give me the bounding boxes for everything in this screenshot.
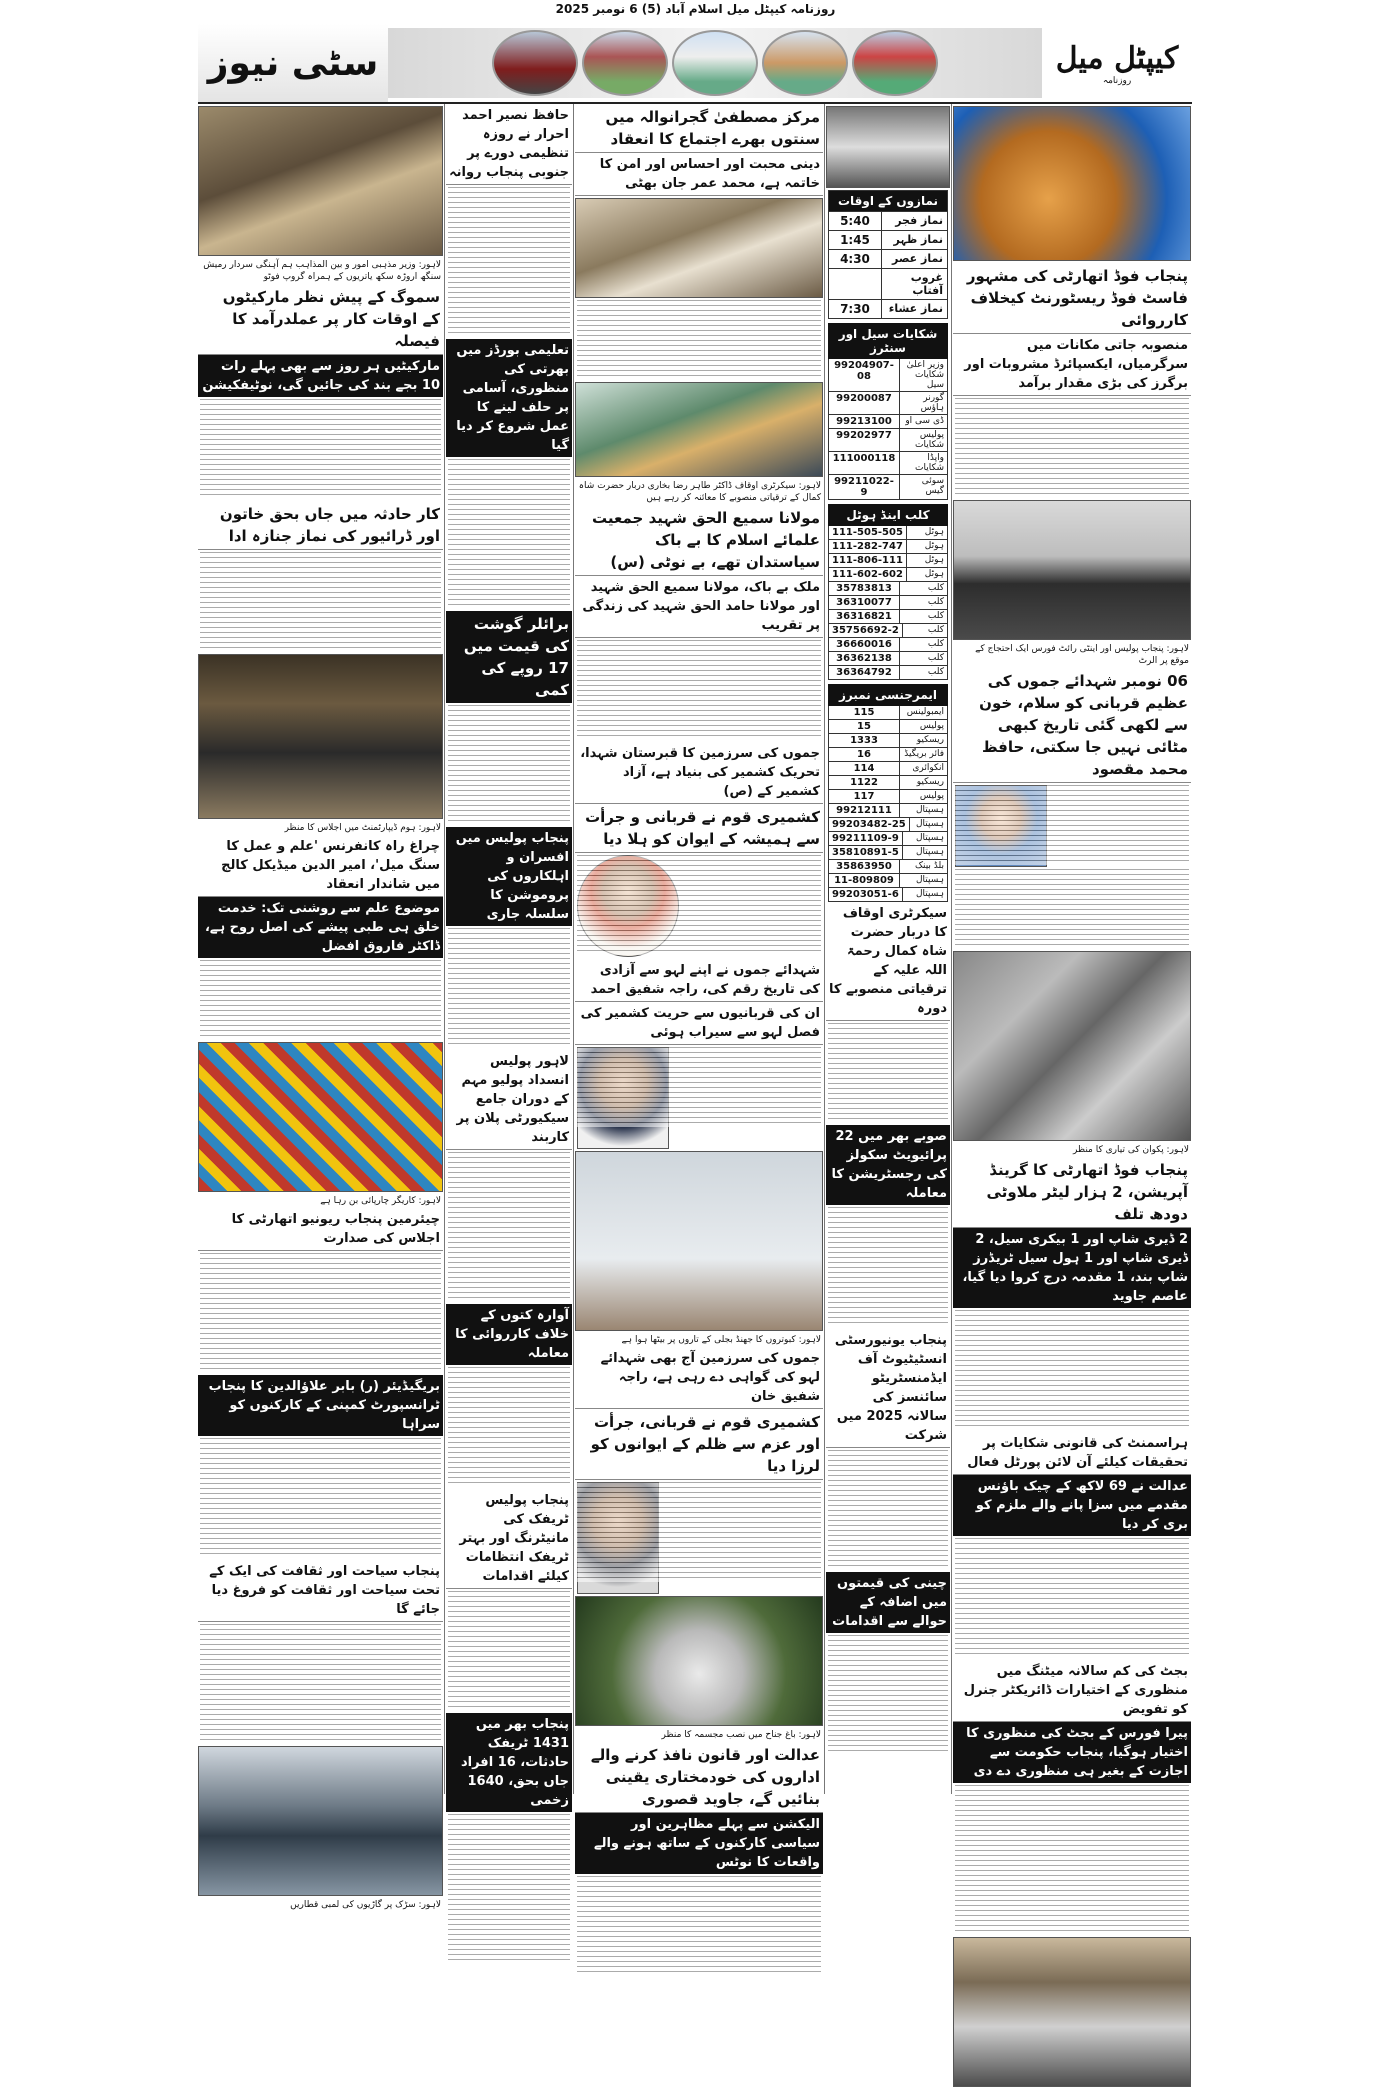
phone-row bbox=[828, 790, 948, 804]
phone-row bbox=[828, 582, 948, 596]
article-headline[interactable]: لاہور پولیس انسداد پولیو مہم کے دوران جامع سیکیورٹی پلان پر کاربند bbox=[446, 1050, 572, 1150]
article-headline[interactable]: پنجاب پولیس ٹریفک کی مانیٹرنگ اور بہتر ٹریفک انتظامات کیلئے اقدامات bbox=[446, 1489, 572, 1589]
phone-row bbox=[828, 392, 948, 415]
article-body bbox=[955, 1538, 1189, 1658]
monument-photo bbox=[762, 30, 848, 96]
phone-row bbox=[828, 720, 948, 734]
article-body bbox=[200, 960, 441, 1040]
phone-label: ہوٹل bbox=[924, 555, 944, 565]
article-body bbox=[200, 1253, 441, 1373]
phone-number[interactable]: 99213100 bbox=[829, 415, 900, 428]
phone-number[interactable]: 11-809809 bbox=[829, 874, 900, 887]
phone-label: ہسپتال bbox=[915, 819, 944, 829]
phone-label: ہسپتال bbox=[915, 847, 944, 857]
phone-number[interactable]: 99200087 bbox=[829, 392, 900, 414]
street-photo bbox=[953, 1937, 1191, 2087]
ceremony-photo bbox=[575, 382, 823, 477]
phone-row bbox=[828, 596, 948, 610]
phone-number[interactable]: 115 bbox=[829, 706, 900, 719]
phone-number[interactable]: 99203482-25 bbox=[829, 818, 910, 831]
prayer-row: نماز عشاء 7:30 bbox=[829, 299, 947, 318]
article-headline[interactable]: جموں کی سرزمین آج بھی شہدائے لہو کی گواہی دے رہی ہے، راجہ شفیق خان bbox=[575, 1347, 823, 1409]
phone-row bbox=[828, 888, 948, 902]
complaints-list bbox=[826, 359, 950, 500]
phone-label: کلب bbox=[927, 625, 944, 635]
phone-row bbox=[828, 776, 948, 790]
prayer-row: غروب آفتاب bbox=[829, 268, 947, 299]
article-subheadline: موضوع علم سے روشنی تک: خدمت خلق ہی طبی پیشے کی اصل روح ہے، ڈاکٹر فاروق افضل bbox=[198, 897, 443, 958]
article-subheadline: ان کی قربانیوں سے حریت کشمیر کی فصل لہو سے سیراب ہوئی bbox=[575, 1002, 823, 1045]
article-body bbox=[828, 1635, 948, 1755]
phone-label: پولیس شکایات bbox=[915, 430, 944, 450]
phone-label: ہوٹل bbox=[924, 569, 944, 579]
article-subheadline: منصوبہ جاتی مکانات میں سرگرمیاں، ایکسپائرڈ مشروبات اور برگرز کی بڑی مقدار برآمد bbox=[953, 334, 1191, 396]
paper-logo bbox=[1042, 24, 1192, 102]
phone-number[interactable]: 99204907-08 bbox=[829, 359, 900, 391]
phone-label: کلب bbox=[927, 611, 944, 621]
photo-caption: لاہور: ہوم ڈیپارٹمنٹ میں اجلاس کا منظر bbox=[284, 823, 441, 833]
phone-number[interactable]: 99203051-6 bbox=[829, 888, 903, 901]
article-headline[interactable]: بجٹ کی کم سالانہ میٹنگ میں منظوری کے اختیارات ڈائریکٹر جنرل کو تفویض bbox=[953, 1660, 1191, 1722]
column-divider bbox=[824, 104, 825, 1794]
article-body bbox=[448, 1152, 570, 1302]
phone-row bbox=[828, 610, 948, 624]
phone-row bbox=[828, 526, 948, 540]
phone-number[interactable]: 15 bbox=[829, 720, 900, 733]
phone-label: ہسپتال bbox=[915, 889, 944, 899]
phone-label: سوئی گیس bbox=[921, 476, 944, 496]
article-body bbox=[448, 928, 570, 1048]
emergency-list bbox=[826, 706, 950, 902]
phone-number[interactable]: 36310077 bbox=[829, 596, 900, 609]
phone-row bbox=[828, 540, 948, 554]
train-photo bbox=[492, 30, 578, 96]
emergency-title: ایمرجنسی نمبرز bbox=[828, 684, 948, 706]
mosque-photo bbox=[672, 30, 758, 96]
phone-label: کلب bbox=[927, 583, 944, 593]
article-headline[interactable]: جموں کی سرزمین کا قبرستان شہدا، تحریک کشمیر کی بنیاد ہے، آزاد کشمیر کے (ص) bbox=[575, 742, 823, 804]
phone-row bbox=[828, 638, 948, 652]
article-body bbox=[955, 1310, 1189, 1430]
prayer-times-box bbox=[828, 190, 948, 319]
article-body bbox=[448, 705, 570, 825]
complaints-title: شکایات سیل اور سنٹرز bbox=[828, 323, 948, 359]
phone-number[interactable]: 36316821 bbox=[829, 610, 900, 623]
phone-row bbox=[828, 748, 948, 762]
photo-caption: لاہور: پنجاب پولیس اور اینٹی رائٹ فورس ایک احتجاج کے موقع پر الرٹ bbox=[975, 644, 1189, 666]
phone-number[interactable]: 36660016 bbox=[829, 638, 900, 651]
article-body bbox=[200, 1624, 441, 1744]
photo-caption: لاہور: سڑک پر گاڑیوں کی لمبی قطاریں bbox=[290, 1900, 441, 1910]
meeting-photo bbox=[198, 654, 443, 819]
phone-label: ریسکیو bbox=[916, 735, 944, 745]
article-headline[interactable]: پیرا فورس کے بجٹ کی منظوری کا اختیار ہوگیا، پنجاب حکومت سے اجازت کے بغیر ہی منظوری دے دی bbox=[953, 1722, 1191, 1783]
article-headline[interactable]: ہراسمنٹ کی قانونی شکایات پر تحقیقات کیلئے آن لائن پورٹل فعال bbox=[953, 1432, 1191, 1475]
clock-tower-photo bbox=[582, 30, 668, 96]
article-subheadline: دینی محبت اور احساس اور امن کا خاتمہ ہے، محمد عمر جان بھٹی bbox=[575, 153, 823, 196]
phone-number[interactable]: 36364792 bbox=[829, 666, 900, 679]
article-body bbox=[577, 1047, 821, 1127]
article-headline[interactable]: پنجاب سیاحت اور ثقافت کی ایک کے تحت سیاحت اور ثقافت کو فروغ دیا جائے گا bbox=[198, 1560, 443, 1622]
article-headline[interactable]: سموگ کے پیش نظر مارکیٹوں کے اوقات کار پر عملدرآمد کا فیصلہ bbox=[198, 284, 443, 355]
article-headline[interactable]: بریگیڈیئر (ر) بابر علاؤالدین کا پنجاب ٹرانسپورٹ کمپنی کے کارکنوں کو سراہا bbox=[198, 1375, 443, 1436]
article-body bbox=[955, 869, 1189, 949]
phone-number[interactable]: 35810891-5 bbox=[829, 846, 903, 859]
phone-label: کلب bbox=[927, 667, 944, 677]
phone-row bbox=[828, 832, 948, 846]
article-body bbox=[448, 459, 570, 609]
mosque-photo bbox=[826, 106, 950, 188]
phone-number[interactable]: 99211109-9 bbox=[829, 832, 903, 845]
article-headline[interactable]: سیکرٹری اوقاف کا دربار حضرت شاہ کمال رحمۃ اللہ علیہ کے ترقیاتی منصوبے کا دورہ bbox=[826, 902, 950, 1021]
article-headline[interactable]: تعلیمی بورڈز میں بھرتی کی منظوری، آسامی پر حلف لینے کا عمل شروع کر دیا گیا bbox=[446, 339, 572, 457]
paper-tagline: روزنامہ bbox=[1102, 75, 1132, 86]
charpai-photo bbox=[198, 1042, 443, 1192]
kitchen-photo bbox=[953, 951, 1191, 1141]
phone-label: کلب bbox=[927, 639, 944, 649]
phone-number[interactable]: 117 bbox=[829, 790, 900, 803]
phone-label: ہوٹل bbox=[924, 541, 944, 551]
article-body bbox=[448, 1814, 570, 1964]
article-body bbox=[577, 640, 821, 740]
article-body bbox=[577, 1482, 821, 1582]
traffic-photo bbox=[198, 1746, 443, 1896]
article-body bbox=[828, 1023, 948, 1123]
phone-number[interactable]: 99202977 bbox=[829, 429, 900, 451]
phone-label: بلڈ بینک bbox=[914, 861, 944, 871]
article-body bbox=[955, 1785, 1189, 1935]
article-headline[interactable]: کار حادثہ میں جاں بحق خاتون اور ڈرائیور کی نماز جنازہ ادا bbox=[198, 501, 443, 550]
phone-number[interactable]: 35863950 bbox=[829, 860, 900, 873]
phone-row bbox=[828, 818, 948, 832]
prayer-row: نماز فجر 5:40 bbox=[829, 211, 947, 230]
article-body bbox=[955, 785, 1189, 865]
paper-name: کیپٹل میل bbox=[1055, 40, 1179, 76]
phone-number[interactable]: 114 bbox=[829, 762, 900, 775]
group-photo bbox=[198, 106, 443, 256]
phone-row bbox=[828, 846, 948, 860]
article-body bbox=[448, 1591, 570, 1711]
dateline: روزنامہ کیپٹل میل اسلام آباد (5) 6 نومبر 2025 bbox=[555, 2, 836, 16]
article-subheadline: 2 ڈیری شاپ اور 1 بیکری سیل، 2 ڈیری شاپ اور 1 ہول سیل ٹریڈرز شاپ بند، 1 مقدمہ درج کروا دیا گیا، عاصم جاوید bbox=[953, 1228, 1191, 1308]
photo-caption: لاہور: سیکرٹری اوقاف ڈاکٹر طاہر رضا بخاری دربار حضرت شاہ کمال کے ترقیاتی منصوبے کا معائنہ کر رہے ہیں bbox=[578, 481, 821, 503]
article-headline[interactable]: برائلر گوشت کی قیمت میں 17 روپے کی کمی bbox=[446, 611, 572, 703]
phone-number[interactable]: 111-282-747 bbox=[829, 540, 907, 553]
phone-row bbox=[828, 734, 948, 748]
column-3 bbox=[575, 104, 823, 1870]
phone-number[interactable]: 16 bbox=[829, 748, 900, 761]
article-subheadline: الیکشن سے پہلے مظاہرین اور سیاسی کارکنوں کے ساتھ ہونے والے واقعات کا نوٹس bbox=[575, 1813, 823, 1874]
article-headline[interactable]: پنجاب پولیس میں افسران و اہلکاروں کی پروموشن کا سلسلہ جاری bbox=[446, 827, 572, 926]
phone-number[interactable]: 111000118 bbox=[829, 452, 900, 474]
phone-number[interactable]: 36362138 bbox=[829, 652, 900, 665]
phone-row bbox=[828, 452, 948, 475]
masthead bbox=[198, 24, 1192, 104]
phone-label: ہسپتال bbox=[915, 833, 944, 843]
phone-row bbox=[828, 804, 948, 818]
phone-label: ریسکیو bbox=[916, 777, 944, 787]
article-body bbox=[200, 552, 441, 652]
phone-row bbox=[828, 652, 948, 666]
phone-label: ہوٹل bbox=[924, 527, 944, 537]
phone-row bbox=[828, 429, 948, 452]
photo-caption: لاہور: باغ جناح میں نصب مجسمہ کا منظر bbox=[661, 1730, 821, 1740]
article-headline[interactable]: آوارہ کتوں کے خلاف کارروائی کا معاملہ bbox=[446, 1304, 572, 1365]
masthead-photo-strip bbox=[388, 28, 1042, 98]
phone-label: فائر بریگیڈ bbox=[904, 749, 944, 759]
birds-photo bbox=[575, 1151, 823, 1331]
column-divider bbox=[573, 104, 574, 1794]
phone-label: کلب bbox=[927, 653, 944, 663]
phone-number[interactable]: 111-806-111 bbox=[829, 554, 907, 567]
phone-label: ایمبولینس bbox=[906, 707, 944, 717]
article-body bbox=[448, 187, 570, 337]
phone-label: کلب bbox=[927, 597, 944, 607]
column-4 bbox=[446, 104, 572, 1808]
article-headline[interactable]: پنجاب یونیورسٹی انسٹیٹیوٹ آف ایڈمنسٹریٹو سائنسز کی سالانہ 2025 میں شرکت bbox=[826, 1329, 950, 1448]
phone-label: پولیس bbox=[919, 721, 944, 731]
prayer-row: نماز ظہر 1:45 bbox=[829, 230, 947, 249]
food-photo bbox=[953, 106, 1191, 261]
phone-number[interactable]: 1333 bbox=[829, 734, 900, 747]
article-body bbox=[577, 300, 821, 380]
phone-number[interactable]: 111-602-602 bbox=[829, 568, 907, 581]
phone-number[interactable]: 99211022-9 bbox=[829, 475, 900, 499]
phone-label: پولیس bbox=[919, 791, 944, 801]
article-body bbox=[200, 1438, 441, 1558]
prayer-times-title: نمازوں کے اوقات bbox=[829, 191, 947, 211]
phone-label: گورنر ہاؤس bbox=[920, 393, 944, 413]
phone-row bbox=[828, 666, 948, 680]
article-headline[interactable]: صوبے بھر میں 22 پرائیویٹ سکولز کی رجسٹریشن کا معاملہ bbox=[826, 1125, 950, 1205]
phone-number[interactable]: 1122 bbox=[829, 776, 900, 789]
article-headline[interactable]: پنجاب بھر میں 1431 ٹریفک حادثات، 16 افراد جاں بحق، 1640 زخمی bbox=[446, 1713, 572, 1812]
phone-label: وزیر اعلیٰ شکایات سیل bbox=[906, 360, 944, 390]
phone-number[interactable]: 35756692-2 bbox=[829, 624, 903, 637]
article-subheadline: کشمیری قوم نے قربانی، جرأت اور عزم سے ظلم کے ایوانوں کو لرزا دیا bbox=[575, 1409, 823, 1480]
phone-row bbox=[828, 415, 948, 429]
clubs-list bbox=[826, 526, 950, 680]
column-divider bbox=[951, 104, 952, 1794]
article-body bbox=[828, 1450, 948, 1570]
phone-label: ہسپتال bbox=[915, 875, 944, 885]
phone-row bbox=[828, 624, 948, 638]
phone-row bbox=[828, 475, 948, 500]
article-body bbox=[200, 399, 441, 499]
column-5 bbox=[198, 104, 443, 1910]
article-subheadline: مارکیٹیں ہر روز سے بھی پہلے رات 10 بجے بند کی جائیں گی، نوٹیفکیشن bbox=[198, 355, 443, 397]
article-headline[interactable]: پنجاب فوڈ اتھارٹی کی مشہور فاسٹ فوڈ ریسٹورنٹ کیخلاف کارروائی bbox=[953, 263, 1191, 334]
article-headline[interactable]: حافظ نصیر احمد احرار نے روزہ تنظیمی دورے پر جنوبی پنجاب روانہ bbox=[446, 104, 572, 185]
phone-row bbox=[828, 860, 948, 874]
phone-number[interactable]: 99212111 bbox=[829, 804, 900, 817]
article-headline[interactable]: 06 نومبر شہدائے جموں کی عظیم قربانی کو سلام، خون سے لکھی گئی تاریخ کبھی مٹائی نہیں جا سکتی، حافظ محمد مقصود bbox=[953, 668, 1191, 783]
article-body bbox=[577, 855, 821, 955]
photo-caption: لاہور: کبوتروں کا جھنڈ بجلی کے تاروں پر بیٹھا ہوا ہے bbox=[621, 1335, 821, 1345]
phone-row bbox=[828, 568, 948, 582]
prayer-row: نماز عصر 4:30 bbox=[829, 249, 947, 268]
article-headline[interactable]: عدالت اور قانون نافذ کرنے والے اداروں کی خودمختاری یقینی بنائیں گے، جاوید قصوری bbox=[575, 1742, 823, 1813]
clubs-title: کلب اینڈ ہوٹل bbox=[828, 504, 948, 526]
article-headline[interactable]: چیئرمین پنجاب ریونیو اتھارٹی کا اجلاس کی صدارت bbox=[198, 1208, 443, 1251]
phone-row bbox=[828, 554, 948, 568]
photo-caption: لاہور: کاریگر چارپائی بن رہا ہے bbox=[320, 1196, 441, 1206]
phone-label: ہسپتال bbox=[915, 805, 944, 815]
photo-caption: لاہور: وزیر مذہبی امور و بین المذاہب ہم آہنگی سردار رمیش سنگھ اروڑہ سکھ یاتریوں کے ہمراہ گروپ فوٹو bbox=[203, 260, 441, 282]
bridge-photo bbox=[852, 30, 938, 96]
article-subheadline: ملک بے باک، مولانا سمیع الحق شہید اور مولانا حامد الحق شہید کی زندگی پر تقریب bbox=[575, 576, 823, 638]
column-divider bbox=[444, 104, 445, 1794]
article-headline[interactable]: مولانا سمیع الحق شہید جمعیت علمائے اسلام کا بے باک سیاستدان تھے، بے نوٹی (س) bbox=[575, 505, 823, 576]
phone-label: ڈی سی او bbox=[905, 416, 944, 426]
phone-row bbox=[828, 359, 948, 392]
phone-row bbox=[828, 706, 948, 720]
article-headline[interactable]: چینی کی قیمتوں میں اضافہ کے حوالے سے اقدامات bbox=[826, 1572, 950, 1633]
section-title: سٹی نیوز bbox=[198, 24, 388, 102]
phone-number[interactable]: 35783813 bbox=[829, 582, 900, 595]
police-photo bbox=[953, 500, 1191, 640]
article-body bbox=[577, 1876, 821, 1976]
article-headline[interactable]: عدالت نے 69 لاکھ کے چیک باؤنس مقدمے میں سزا پانے والے ملزم کو بری کر دیا bbox=[953, 1475, 1191, 1536]
column-1 bbox=[953, 104, 1191, 1794]
speaker-photo bbox=[575, 198, 823, 298]
article-subheadline: کشمیری قوم نے قربانی و جرأت سے ہمیشہ کے ایوان کو ہلا دیا bbox=[575, 804, 823, 853]
article-body bbox=[955, 398, 1189, 498]
phone-label: واپڈا شکایات bbox=[915, 453, 944, 473]
column-2 bbox=[826, 104, 950, 1794]
phone-number[interactable]: 111-505-505 bbox=[829, 526, 907, 539]
phone-row bbox=[828, 762, 948, 776]
article-headline[interactable]: مرکز مصطفیٰ گجرانوالہ میں سنتوں بھرے اجتماع کا انعقاد bbox=[575, 104, 823, 153]
photo-caption: لاہور: پکوان کی تیاری کا منظر bbox=[1072, 1145, 1189, 1155]
article-headline[interactable]: شہدائے جموں نے اپنے لہو سے آزادی کی تاریخ رقم کی، راجہ شفیق احمد bbox=[575, 959, 823, 1002]
article-body bbox=[828, 1207, 948, 1327]
article-body bbox=[448, 1367, 570, 1487]
statue-photo bbox=[575, 1596, 823, 1726]
phone-label: انکوائری bbox=[912, 763, 944, 773]
article-headline[interactable]: پنجاب فوڈ اتھارٹی کا گرینڈ آپریشن، 2 ہزار لیٹر ملاوٹی دودھ تلف bbox=[953, 1157, 1191, 1228]
article-headline[interactable]: چراغ راہ کانفرنس 'علم و عمل کا سنگ میل'، امیر الدین میڈیکل کالج میں شاندار انعقاد bbox=[198, 835, 443, 897]
phone-row bbox=[828, 874, 948, 888]
